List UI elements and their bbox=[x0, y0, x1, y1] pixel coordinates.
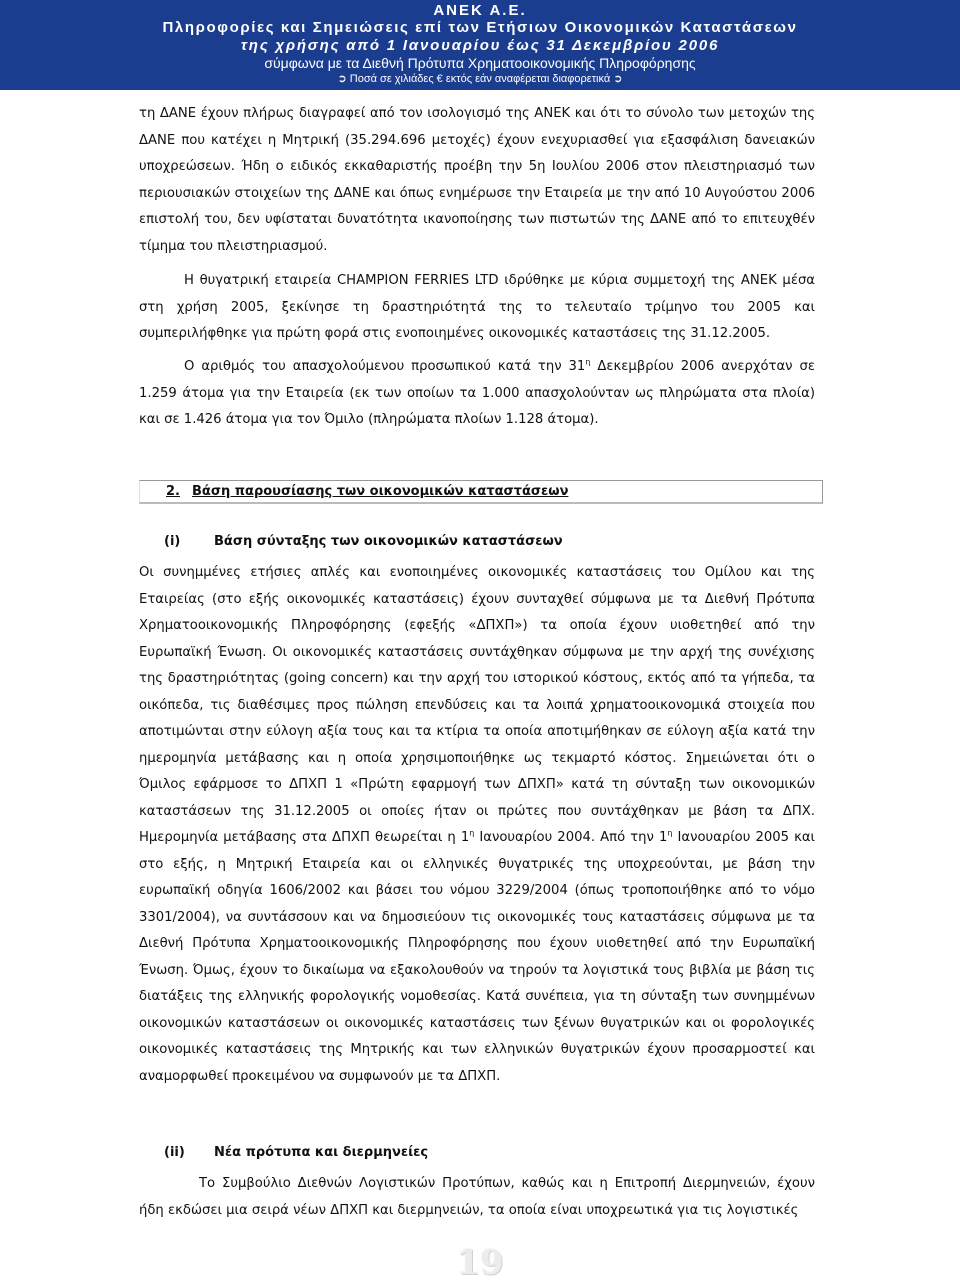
paragraph-dane: τη ΔΑΝΕ έχουν πλήρως διαγραφεί από τον ισολογισμό της ΑΝΕΚ και ότι το σύνολο των μετοχών της ΔΑΝΕ που κατέχει η Μητρική (35.294.696 μετοχές) έχουν ενεχυριασθεί για εξασφάλιση δανειακών υποχρεώσεων. Ήδη ο ειδικός εκκαθαριστής προέβη την 5η Ιουλίου 2006 στον πλειστηριασμό των περιουσιακών στοιχείων της ΔΑΝΕ και όπως ενημέρωσε την Εταιρεία με την από 10 Αυγούστου 2006 επιστολή του, δεν υφίσταται δυνατότητα ικανοποίησης των πιστωτών της ΔΑΝΕ από το επιτευχθέν τίμημα του πλειστηριασμού. bbox=[139, 106, 815, 254]
section-title: Βάση παρουσίασης των οικονομικών καταστάσεων bbox=[191, 484, 569, 499]
paragraph-new-standards: Το Συμβούλιο Διεθνών Λογιστικών Προτύπων, καθώς και η Επιτροπή Διερμηνειών, έχουν ήδη εκδώσει μια σειρά νέων ΔΠΧΠ και διερμηνειών, τα οποία είναι υποχρεωτικά για τις λογιστικές bbox=[139, 1176, 815, 1218]
company-name: ΑΝΕΚ Α.Ε. bbox=[433, 2, 527, 19]
staff-text-a: Ο αριθμός του απασχολούμενου προσωπικού κατά την 31 bbox=[184, 359, 586, 374]
amounts-note bbox=[0, 72, 960, 85]
subsection-roman-ii: (ii) bbox=[164, 1145, 185, 1160]
paragraph-basis bbox=[139, 560, 815, 1090]
page-header bbox=[0, 0, 960, 90]
report-title: Πληροφορίες και Σημειώσεις επί των Ετήσιων Οικονομικών Καταστάσεων bbox=[162, 19, 798, 36]
section-heading bbox=[166, 484, 568, 499]
basis-sup-2: η bbox=[667, 828, 673, 838]
basis-text-a: Οι συνημμένες ετήσιες απλές και ενοποιημένες οικονομικές καταστάσεις του Ομίλου και της Εταιρείας (στο εξής οικονομικές καταστάσεις) έχουν συνταχθεί σύμφωνα με τα Διεθνή Πρότυπα Χρηματοοικονομικής Πληροφόρησης (εφεξής «ΔΠΧΠ») τα οποία έχουν υιοθετηθεί από την Ευρωπαϊκή Ένωση. Οι οικονομικές καταστάσεις συντάχθηκαν σύμφωνα με την αρχή της συνέχισης της δραστηριότητας (going concern) και την αρχή του ιστορικού κόστους, εκτός από τα γήπεδα, τα οικόπεδα, τις διαθέσιμες προς πώληση επενδύσεις και τα λοιπά χρηματοοικονομικά στοιχεία που αποτιμώνται στην εύλογη αξία τους και τα κτίρια τα οποία αποτιμήθηκαν σε εύλογη αξία κατά την ημερομηνία μετάβασης και η οποία χρησιμοποιήθηκε ως τεκμαρτό κόστος. Σημειώνεται ότι ο Όμιλος εφάρμοσε το ΔΠΧΠ 1 «Πρώτη εφαρμογή των ΔΠΧΠ» κατά τη σύνταξη των οικονομικών καταστάσεων της 31.12.2005 οι οποίες ήταν οι πρώτες που συντάχθηκαν με βάση τα ΔΠΧ. Ημερομηνία μετάβασης στα ΔΠΧΠ θεωρείται η 1 bbox=[139, 565, 815, 845]
basis-text-b: Ιανουαρίου 2004. Από την 1 bbox=[474, 830, 668, 845]
arrow-right-icon: ➲ bbox=[613, 73, 623, 85]
paragraph-staff bbox=[139, 354, 815, 434]
staff-sup: η bbox=[585, 357, 591, 367]
paragraph-champion: Η θυγατρική εταιρεία CHAMPION FERRIES LTD ιδρύθηκε με κύρια συμμετοχή της ΑΝΕΚ μέσα στη χρήση 2005, ξεκίνησε τη δραστηριότητά της το τελευταίο τρίμηνο του 2005 και συμπεριλήφθηκε για πρώτη φορά στις ενοποιημένες οικονομικές καταστάσεις της 31.12.2005. bbox=[139, 273, 815, 341]
amounts-note-text: Ποσά σε χιλιάδες € εκτός εάν αναφέρεται διαφορετικά bbox=[349, 73, 611, 85]
subsection-title-ii: Νέα πρότυπα και διερμηνείες bbox=[214, 1145, 429, 1160]
report-standard: σύμφωνα με τα Διεθνή Πρότυπα Χρηματοοικονομικής Πληροφόρησης bbox=[264, 55, 696, 71]
basis-text-c: Ιανουαρίου 2005 και στο εξής, η Μητρική Εταιρεία και οι ελληνικές θυγατρικές της υποχρεούνται, με βάση την ευρωπαϊκή οδηγία 1606/2002 και βάσει του νόμου 3229/2004 (όπως τροποποιήθηκε από το νόμο 3301/2004), να συντάσσουν και να δημοσιεύουν τις οικονομικές τους καταστάσεις σύμφωνα με τα Διεθνή Πρότυπα Χρηματοοικονομικής Πληροφόρησης που έχουν υιοθετηθεί από την Ευρωπαϊκή Ένωση. Όμως, έχουν το δικαίωμα να εξακολουθούν να τηρούν τα λογιστικά τους βιβλία με βάση τις διατάξεις της ελληνικής φορολογικής νομοθεσίας. Κατά συνέπεια, για τη σύνταξη των συνημμένων οικονομικών καταστάσεων οι οικονομικές καταστάσεις των ξένων θυγατρικών και οι φορολογικές οικονομικές καταστάσεις της Μητρικής και των ελληνικών θυγατρικών έχουν προσαρμοστεί και αναμορφωθεί προκειμένου να συμφωνούν με τα ΔΠΧΠ. bbox=[139, 830, 816, 1084]
section-number: 2. bbox=[166, 484, 180, 499]
arrow-right-icon: ➲ bbox=[337, 73, 347, 85]
report-period: της χρήσης από 1 Ιανουαρίου έως 31 Δεκεμβρίου 2006 bbox=[240, 37, 720, 54]
basis-sup-1: η bbox=[469, 828, 475, 838]
staff-text-b: Δεκεμβρίου 2006 ανερχόταν σε 1.259 άτομα για την Εταιρεία (εκ των οποίων τα 1.000 απασχολούνταν ως πληρώματα στα πλοία) και σε 1.426 άτομα για τον Όμιλο (πληρώματα πλοίων 1.128 άτομα). bbox=[139, 359, 816, 427]
page-number: 19 bbox=[456, 1243, 504, 1283]
subsection-title-i: Βάση σύνταξης των οικονομικών καταστάσεων bbox=[214, 534, 563, 549]
subsection-roman-i: (i) bbox=[164, 534, 181, 549]
